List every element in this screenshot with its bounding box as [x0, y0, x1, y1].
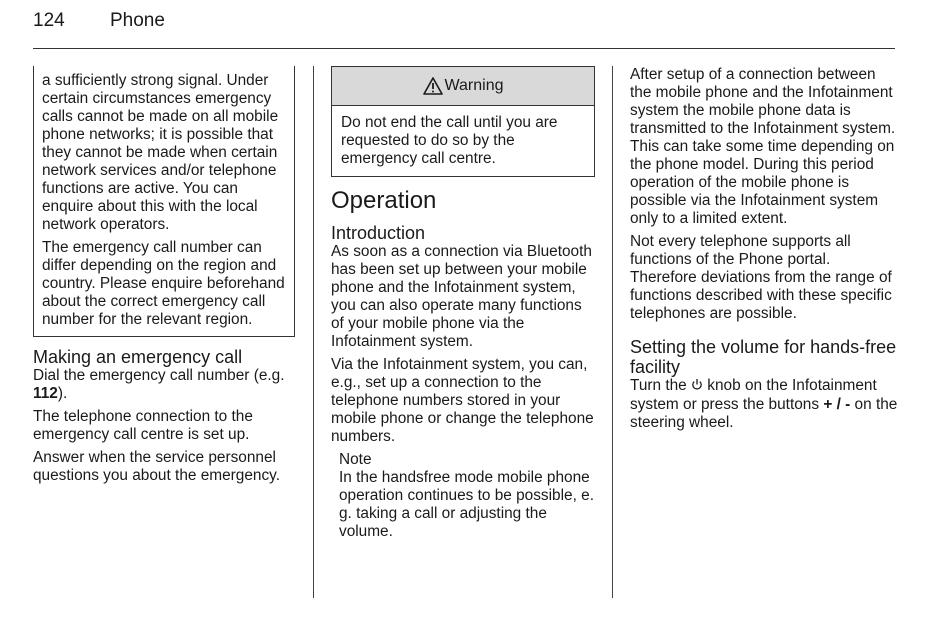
- header-rule: [33, 48, 895, 49]
- volume-buttons: + / -: [823, 396, 851, 413]
- page-number: 124: [33, 10, 65, 31]
- page-header: [0, 0, 950, 52]
- section-heading: Operation: [331, 187, 437, 214]
- paragraph: After setup of a connection between the mobile phone and the Infotainment system the mobile phone data is transmitted to the Infotainment system. This can take some time depending on the phone model. During this period operation of the mobile phone is possible via the Infotainment system only to a limited extent.: [630, 66, 896, 227]
- paragraph: The telephone connection to the emergency call centre is set up.: [33, 408, 253, 443]
- text-span: Turn the: [630, 377, 692, 394]
- paragraph: Not every telephone supports all functions of the Phone portal. Therefore deviations from the range of functions described with these specific telephones are possible.: [630, 233, 892, 322]
- paragraph: Via the Infotainment system, you can, e.g., set up a connection to the telephone numbers stored in your mobile phone or change the telephone numbers.: [331, 356, 594, 445]
- column-3: [630, 66, 898, 437]
- section-title: Phone: [110, 10, 165, 31]
- emergency-number: 112: [33, 385, 58, 402]
- note-block: [331, 451, 596, 541]
- paragraph: As soon as a connection via Bluetooth has been set up between your mobile phone and the Infotainment system, you can also operate many functions of your mobile phone via the Infotainment system.: [331, 243, 592, 350]
- text-span: on the steering wheel.: [630, 396, 898, 431]
- text-span: Dial the emergency call number (e.g.: [33, 367, 285, 384]
- warning-header: [332, 67, 594, 106]
- continued-warning-box: [33, 66, 295, 337]
- section-heading: Setting the volume for hands-free facility: [630, 337, 897, 377]
- section-heading: Making an emergency call: [33, 347, 243, 367]
- note-text: In the handsfree mode mobile phone operation continues to be possible, e. g. taking a call or adjusting the volume.: [339, 469, 594, 540]
- paragraph: [33, 367, 295, 403]
- text-span: ).: [57, 385, 68, 402]
- paragraph: [630, 377, 898, 432]
- power-icon: [691, 378, 703, 396]
- column-1: [33, 66, 295, 490]
- note-title: Note: [339, 451, 372, 468]
- column-2: [331, 66, 596, 546]
- warning-box: [331, 66, 595, 177]
- warning-title: Warning: [444, 77, 504, 94]
- column-divider: [313, 66, 314, 598]
- paragraph: Answer when the service personnel questions you about the emergency.: [33, 449, 280, 484]
- paragraph: The emergency call number can differ depending on the region and country. Please enquire beforehand about the correct emergency call number for the relevant region.: [42, 239, 285, 328]
- paragraph: Do not end the call until you are requested to do so by the emergency call centre.: [341, 114, 558, 167]
- warning-triangle-icon: [423, 77, 443, 95]
- text-span: knob on the Infotainment system or press the buttons: [630, 377, 877, 413]
- paragraph: a sufficiently strong signal. Under certain circumstances emergency calls cannot be made on all mobile phone networks; it is possible that they cannot be made when certain network services and/or telephone functions are active. You can enquire about this with the local network operators.: [42, 72, 279, 233]
- warning-body: [332, 106, 594, 176]
- column-divider: [612, 66, 613, 598]
- subsection-heading: Introduction: [331, 223, 426, 243]
